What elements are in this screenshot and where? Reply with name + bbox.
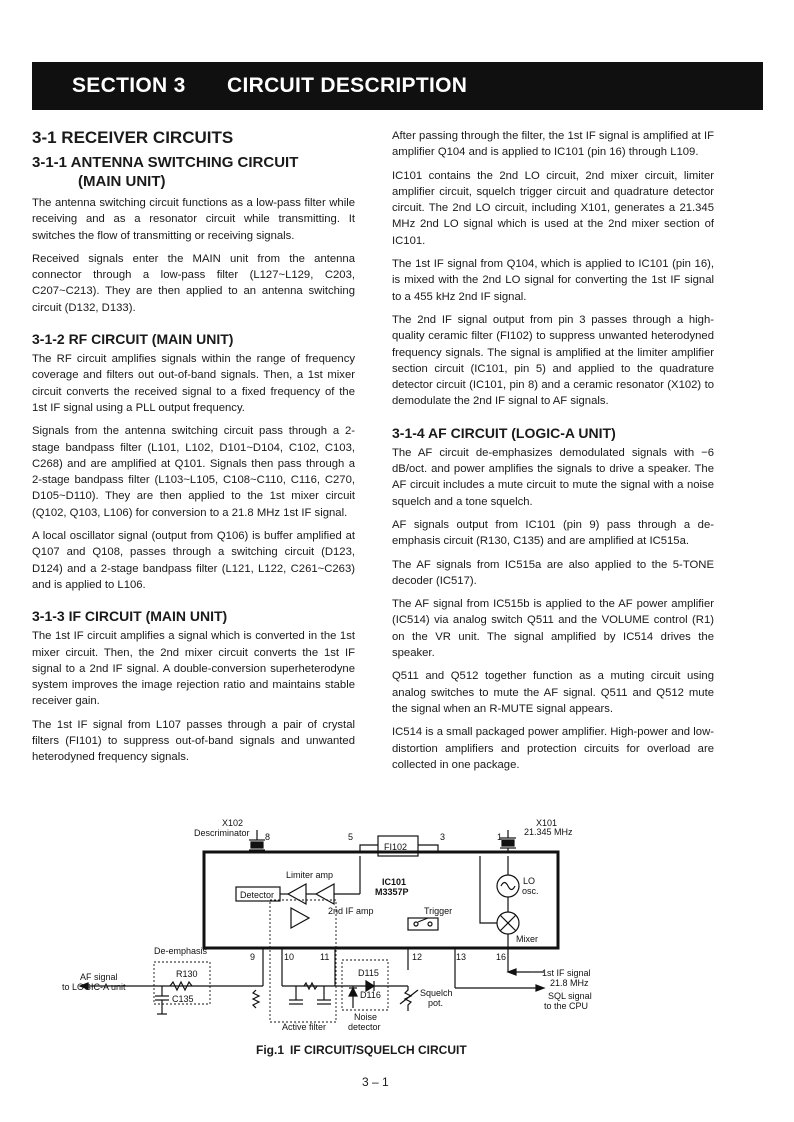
- label-pin10: 10: [284, 952, 295, 962]
- paragraph: After passing through the filter, the 1st IF signal is amplified at IF amplifier Q104 and is applied to IC101 (pin 16) through L109.: [392, 130, 714, 159]
- paragraph: The AF circuit de-emphasizes demodulated signals with −6 dB/oct. and power amplifies the signals to drive a speaker. The AF circuit includes a mute circuit to mute the signal with a noise squelch and a tone squelch.: [392, 446, 714, 508]
- paragraph: The 1st IF signal from L107 passes through a pair of crystal filters (FI101) to suppress out-of-band signals and unwanted heterodyned frequency signals.: [32, 718, 355, 764]
- heading-rf-circuit: 3-1-2 RF CIRCUIT (MAIN UNIT): [32, 331, 234, 348]
- label-1st-if-freq: 21.8 MHz: [550, 978, 589, 988]
- label-2nd-if-amp: 2nd IF amp: [328, 906, 374, 916]
- label-noise-detector: detector: [348, 1022, 381, 1032]
- figure-caption: [256, 1043, 467, 1057]
- label-pin9: 9: [250, 952, 256, 962]
- label-pin5: 5: [348, 832, 354, 842]
- circuit-svg: [60, 800, 620, 1035]
- label-fi102: FI102: [384, 842, 408, 852]
- label-de-emphasis: De-emphasis: [154, 946, 208, 956]
- label-pin16: 16: [496, 952, 507, 962]
- label-x101-freq: 21.345 MHz: [524, 827, 573, 837]
- label-mixer: Mixer: [516, 934, 538, 944]
- d116-diode: [349, 988, 357, 996]
- label-1st-if-signal: 1st IF signal: [542, 968, 591, 978]
- paragraph: The 1st IF circuit amplifies a signal which is converted in the 1st mixer circuit. Then, the 2nd mixer circuit converts the 1st IF signal to a 2nd IF signal. A double-conversion superheterodyne system improves the image rejection ratio and maintains stable receiver gain.: [32, 630, 355, 708]
- label-af-signal: AF signal: [80, 972, 118, 982]
- label-x101: X101: [536, 818, 558, 828]
- label-r130: R130: [176, 969, 198, 979]
- left-column: [32, 128, 355, 773]
- x102-crystal: [251, 842, 263, 848]
- label-to-logic-a: to LOGIC-A unit: [62, 982, 126, 992]
- label-descriminator: Descriminator: [194, 828, 250, 838]
- right-column: [392, 128, 714, 780]
- label-pin3: 3: [440, 832, 446, 842]
- section-banner: [32, 62, 763, 110]
- paragraph: The 1st IF signal from Q104, which is applied to IC101 (pin 16), is mixed with the 2nd LO signal for converting the 1st IF signal to a 455 kHz 2nd IF signal.: [392, 258, 714, 303]
- paragraph: The 2nd IF signal output from pin 3 passes through a high-quality ceramic filter (FI102) to suppress unwanted heterodyned frequency signals. The signal is amplified at the limiter amplifier section circuit (IC101, pin 5) and applied to the quadrature detector circuit (IC101, pin 8) and a ceramic resonator (X102) to demodulate the 2nd IF signal to AF signals.: [392, 313, 714, 408]
- heading-antenna-switching: [32, 153, 355, 191]
- label-trigger: Trigger: [424, 906, 453, 916]
- limiter-amp-triangle: [288, 884, 306, 904]
- label-pin12: 12: [412, 952, 423, 962]
- paragraph: AF signals output from IC101 (pin 9) pass through a de-emphasis circuit (R130, C135) and are amplified at IC515a.: [392, 518, 714, 548]
- label-lo: LO: [523, 876, 536, 886]
- heading-antenna-line2: (MAIN UNIT): [78, 173, 166, 190]
- label-ic101: IC101: [382, 877, 407, 887]
- heading-receiver-circuits: 3-1 RECEIVER CIRCUITS: [32, 128, 234, 147]
- heading-if-circuit: 3-1-3 IF CIRCUIT (MAIN UNIT): [32, 608, 228, 625]
- paragraph: The RF circuit amplifies signals within the range of frequency coverage and filters out out-of-band signals. Then, a 1st mixer circuit converts the received signal to a fixed frequency of the 1st IF signal using a PLL output frequency.: [32, 353, 355, 414]
- paragraph: Q511 and Q512 together function as a muting circuit using analog switches to mute the AF signal. Q511 and Q512 mute the signal when an R-MUTE signal appears.: [392, 670, 714, 715]
- label-active-filter: Active filter: [282, 1022, 327, 1032]
- paragraph: The antenna switching circuit functions as a low-pass filter while receiving and as a resonator circuit while transmitting. It switches the flow of transmitting or receiving signals.: [32, 197, 355, 242]
- label-pot: pot.: [428, 998, 444, 1008]
- x101-crystal: [502, 840, 514, 846]
- label-to-cpu: to the CPU: [544, 1001, 589, 1011]
- figure-title: IF CIRCUIT/SQUELCH CIRCUIT: [290, 1043, 467, 1057]
- label-d116: D116: [360, 990, 381, 1000]
- heading-antenna-line1: 3-1-1 ANTENNA SWITCHING CIRCUIT: [32, 154, 299, 171]
- heading-af-circuit: 3-1-4 AF CIRCUIT (LOGIC-A UNIT): [392, 424, 616, 441]
- paragraph: IC101 contains the 2nd LO circuit, 2nd mixer circuit, limiter amplifier circuit, squelch trigger circuit and quadrature detector circuit. The 2nd LO circuit, including X101, generates a 21.345 MHz 2nd LO signal which is used at the 2nd mixer section of IC101.: [392, 169, 714, 247]
- label-pin8: 8: [265, 832, 271, 842]
- label-m3357p: M3357P: [375, 887, 409, 897]
- label-detector: Detector: [240, 890, 275, 900]
- label-d115: D115: [358, 968, 379, 978]
- paragraph: Signals from the antenna switching circuit pass through a 2-stage bandpass filter (L101, L102, D101~D104, C102, C103, C268) and are amplified at Q101. Signals then pass through a 2-stage bandpass filter (L103~L105, C108~C110, C116, C270, D105~D110). They are then applied to the 1st mixer circuit (Q102, Q103, L106) for conversion to a 21.8 MHz 1st IF signal.: [32, 425, 355, 519]
- section-number: SECTION 3: [72, 74, 186, 97]
- label-x102: X102: [222, 818, 244, 828]
- label-sql-signal: SQL signal: [548, 991, 592, 1001]
- figure-label: Fig.1: [256, 1043, 285, 1057]
- label-noise: Noise: [354, 1012, 378, 1022]
- label-pin1: 1: [497, 832, 503, 842]
- label-squelch: Squelch: [420, 988, 453, 998]
- section-title: CIRCUIT DESCRIPTION: [227, 74, 468, 97]
- second-if-amp-triangle: [291, 908, 309, 928]
- label-osc: osc.: [522, 886, 539, 896]
- label-limiter-amp: Limiter amp: [286, 870, 334, 880]
- paragraph: Received signals enter the MAIN unit from the antenna connector through a low-pass filter (L127~L129, C203, C207~C213). They are then applied to an antenna switching circuit (D132, D133).: [32, 252, 355, 314]
- paragraph: A local oscillator signal (output from Q106) is buffer amplified at Q107 and Q108, passes through a switching circuit (D123, D124) and a 2-stage bandpass filter (L121, L122, C261~C263) and is applied to L106.: [32, 530, 355, 591]
- label-pin13: 13: [456, 952, 467, 962]
- label-c135: C135: [172, 994, 194, 1004]
- paragraph: The AF signals from IC515a are also applied to the 5-TONE decoder (IC517).: [392, 558, 714, 587]
- if-squelch-circuit-diagram: [60, 800, 620, 1035]
- paragraph: IC514 is a small packaged power amplifier. High-power and low-distortion amplifiers and protection circuits for overload are collected in one package.: [392, 726, 714, 771]
- page-number: 3 – 1: [362, 1075, 389, 1089]
- paragraph: The AF signal from IC515b is applied to the AF power amplifier (IC514) via analog switch Q511 and the VOLUME control (R1) on the VR unit. The signal amplified by IC514 drives the speaker.: [392, 598, 714, 660]
- label-pin11: 11: [320, 952, 330, 962]
